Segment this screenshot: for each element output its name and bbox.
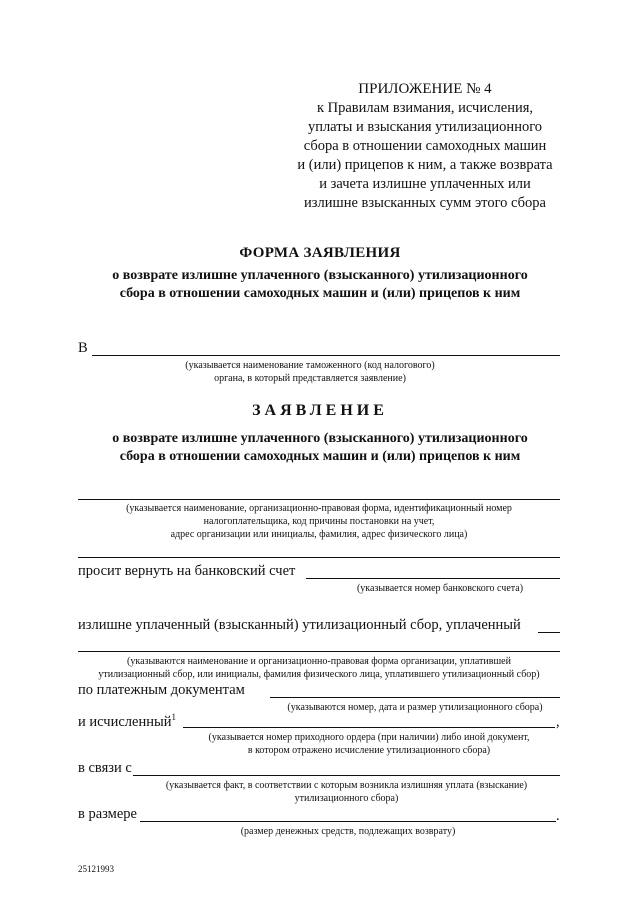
reason-hint (133, 779, 560, 805)
form-subtitle (40, 267, 600, 303)
statement-subtitle (40, 430, 600, 466)
amount-hint: (размер денежных средств, подлежащих возврату) (240, 826, 456, 837)
annex-header (290, 80, 560, 213)
statement-subtitle-line: о возврате излишне уплаченного (взысканного) утилизационного (112, 431, 528, 446)
hint-line: утилизационного сбора) (294, 793, 399, 804)
footnote-marker: 1 (171, 712, 176, 722)
hint-line: органа, в который представляется заявление) (214, 373, 406, 384)
recipient-field[interactable] (92, 355, 560, 356)
applicant-field-2[interactable] (78, 557, 560, 558)
amount-field[interactable] (140, 821, 556, 822)
calculated-label-text: и исчисленный (78, 713, 172, 730)
form-title: ФОРМА ЗАЯВЛЕНИЯ (239, 245, 401, 261)
amount-period: . (556, 808, 560, 824)
hint-line: налогоплательщика, код причины постановки на учет, (203, 516, 435, 527)
document-code: 25121993 (78, 864, 114, 874)
hint-line: утилизационный сбор, или инициалы, фамилия физического лица, уплатившего утилизационный сбор) (98, 669, 540, 680)
amount-label: в размере (78, 806, 137, 822)
calculated-label (78, 712, 176, 731)
statement-subtitle-line: сбора в отношении самоходных машин и (или) прицепов к ним (119, 449, 521, 464)
reason-label: в связи с (78, 760, 132, 776)
form-subtitle-line: сбора в отношении самоходных машин и (или) прицепов к ним (119, 286, 521, 301)
annex-line: и зачета излишне уплаченных или (319, 176, 531, 192)
annex-line: уплаты и взыскания утилизационного (307, 119, 543, 135)
calculated-field[interactable] (183, 727, 555, 728)
annex-title: ПРИЛОЖЕНИЕ № 4 (358, 81, 492, 97)
fee-field[interactable] (538, 632, 560, 633)
payer-field[interactable] (78, 651, 560, 652)
account-field[interactable] (306, 578, 560, 579)
calculated-hint (183, 731, 555, 757)
applicant-field[interactable] (78, 499, 560, 500)
applicant-hint (78, 502, 560, 541)
annex-line: излишне взысканных сумм этого сбора (304, 195, 546, 211)
fee-label: излишне уплаченный (взысканный) утилизационный сбор, уплаченный (78, 617, 521, 633)
annex-line: и (или) прицепов к ним, а также возврата (297, 157, 553, 173)
hint-line: (указывается наименование, организационно-правовая форма, идентификационный номер (126, 503, 512, 514)
hint-line: в котором отражено исчисление утилизационного сбора) (247, 745, 491, 756)
payment-docs-field[interactable] (270, 697, 560, 698)
payer-hint (78, 655, 560, 681)
hint-line: (указывается номер приходного ордера (при наличии) либо иной документ, (208, 732, 530, 743)
recipient-hint (120, 359, 500, 385)
calculated-comma: , (556, 714, 560, 730)
hint-line: (указывается наименование таможенного (код налогового) (185, 360, 435, 371)
payment-docs-label: по платежным документам (78, 682, 245, 698)
payment-docs-hint: (указываются номер, дата и размер утилизационного сбора) (287, 702, 543, 713)
hint-line: (указываются наименование и организационно-правовая форма организации, уплатившей (127, 656, 511, 667)
hint-line: адрес организации или инициалы, фамилия, адрес физического лица) (170, 529, 468, 540)
reason-field[interactable] (133, 775, 560, 776)
to-label: В (78, 340, 88, 356)
account-hint: (указывается номер банковского счета) (356, 583, 524, 594)
annex-line: сбора в отношении самоходных машин (303, 138, 547, 154)
annex-line: к Правилам взимания, исчисления, (316, 100, 534, 116)
statement-title: ЗАЯВЛЕНИЕ (252, 402, 388, 419)
account-label: просит вернуть на банковский счет (78, 563, 296, 579)
form-subtitle-line: о возврате излишне уплаченного (взысканного) утилизационного (112, 268, 528, 283)
hint-line: (указывается факт, в соответствии с которым возникла излишняя уплата (взыскание) (165, 780, 528, 791)
